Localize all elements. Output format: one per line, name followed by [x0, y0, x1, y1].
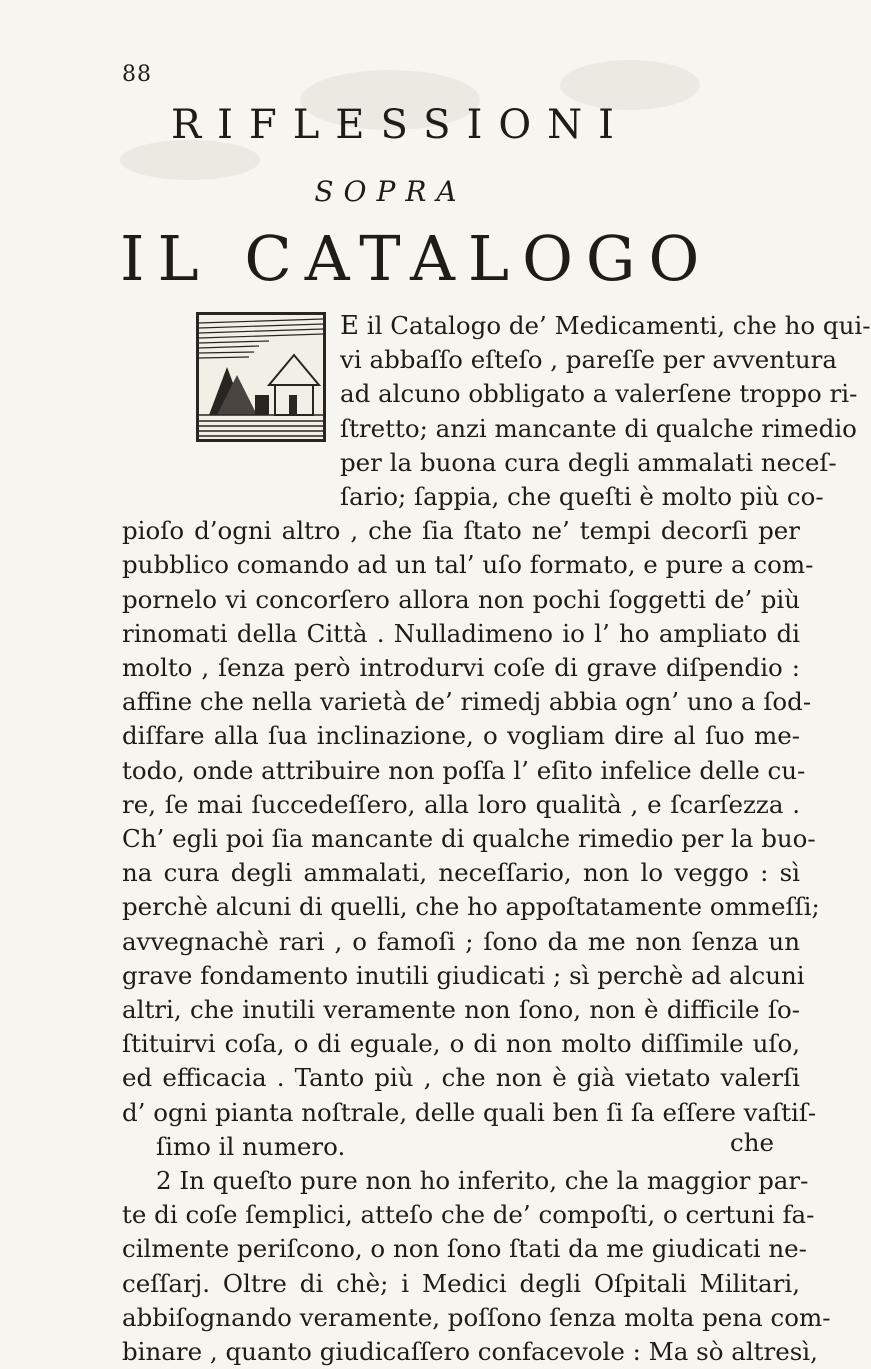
text-line: ſimo il numero. [156, 1131, 346, 1161]
text-line: na cura degli ammalati, neceſſario, non lo veggo : sì [122, 858, 800, 888]
text-line: E il Catalogo de’ Medicamenti, che ho qui- [340, 311, 871, 341]
text-line: ad alcuno obbligato a valerſene troppo ri- [340, 379, 858, 409]
text-line: affine che nella varietà de’ rimedj abbia ogn’ uno a ſod- [122, 687, 812, 717]
text-line: diſfare alla ſua inclinazione, o vogliam dire al ſuo me- [122, 721, 800, 751]
text-line: molto , ſenza però introdurvi coſe di grave diſpendio : [122, 653, 800, 683]
title-il-catalogo: IL CATALOGO [120, 222, 713, 295]
paragraph-2 [122, 1164, 831, 1369]
title-riflessioni: RIFLESSIONI [171, 102, 630, 148]
text-line: binare , quanto giudicaſſero confacevole : Ma sò altresì, [122, 1337, 818, 1367]
text-line: pioſo d’ogni altro , che ſia ſtato ne’ tempi decorſi per [122, 516, 800, 546]
text-line: cilmente periſcono, o non ſono ſtati da me giudicati ne- [122, 1234, 807, 1264]
text-line: abbiſognando veramente, poſſono ſenza molta pena com- [122, 1302, 831, 1332]
title-sopra: SOPRA [314, 175, 467, 208]
text-line: rinomati della Città . Nulladimeno io l’ ho ampliato di [122, 618, 800, 648]
text-line: avvegnachè rari , o famoſi ; ſono da me non ſenza un [122, 926, 800, 956]
body-text [122, 309, 871, 1369]
text-line: ſtretto; anzi mancante di qualche rimedio [340, 413, 857, 443]
text-line: perchè alcuni di quelli, che ho appoſtatamente ommeſſi; [122, 892, 820, 922]
text-line: pubblico comando ad un tal’ uſo formato, e pure a com- [122, 550, 814, 580]
initial-letter: E [340, 311, 359, 341]
text-line: te di coſe ſemplici, atteſo che de’ compoſti, o certuni fa- [122, 1200, 815, 1230]
text-line: pornelo vi concorſero allora non pochi ſoggetti de’ più [122, 584, 800, 614]
text-line: ed efficacia . Tanto più , che non è già vietato valerſi [122, 1063, 800, 1093]
text-line: ceſſarj. Oltre di chè; i Medici degli Oſpitali Militari, [122, 1268, 800, 1298]
page-number: 88 [122, 62, 152, 87]
text-line: re, ſe mai ſuccedeſſero, alla loro qualità , e ſcarſezza . [122, 789, 800, 819]
paragraph-1 [122, 309, 871, 1164]
catchword: che [730, 1128, 774, 1157]
text-line: Ch’ egli poi ſia mancante di qualche rimedio per la buo- [122, 824, 816, 854]
text-line: altri, che inutili veramente non ſono, non è difficile ſo- [122, 995, 800, 1025]
text-line: per la buona cura degli ammalati neceſ- [340, 447, 837, 477]
text-line: 2 In queſto pure non ho inferito, che la maggior par- [156, 1166, 809, 1196]
text-line: grave fondamento inutili giudicati ; sì perchè ad alcuni [122, 960, 805, 990]
text-line: d’ ogni pianta noſtrale, delle quali ben ſi ſa eſſere vaſtiſ- [122, 1097, 817, 1127]
text-line: vi abbaſſo eſteſo , pareſſe per avventura [340, 345, 837, 375]
text-line: ſario; ſappia, che queſti è molto più co- [340, 482, 824, 512]
text-line: ſtituirvi coſa, o di eguale, o di non molto diſſimile uſo, [122, 1029, 800, 1059]
text-line: todo, onde attribuire non poſſa l’ eſito infelice delle cu- [122, 755, 806, 785]
